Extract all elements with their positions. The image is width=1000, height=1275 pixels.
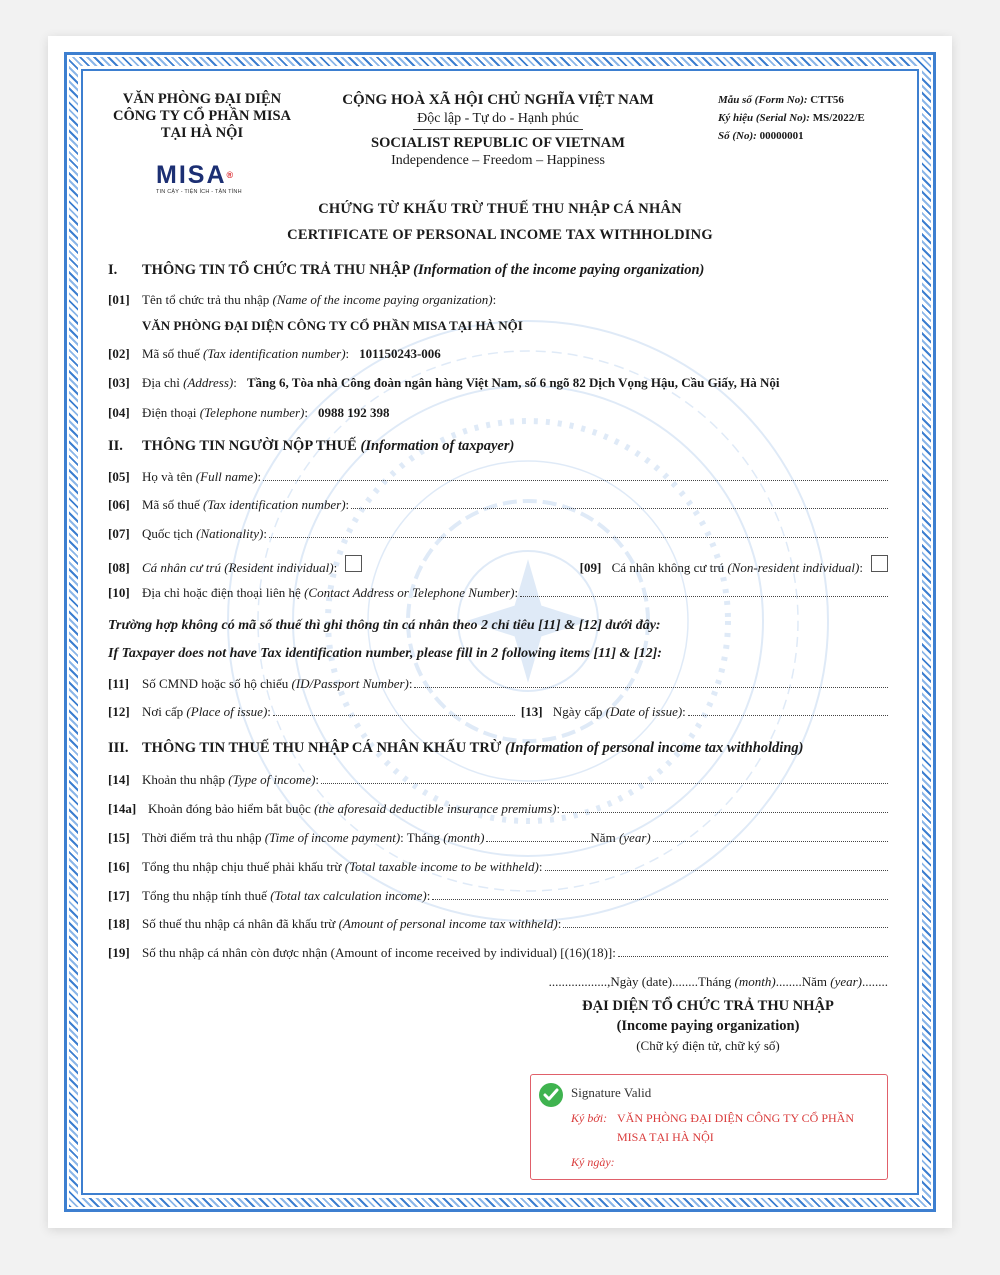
form-no: CTT56 bbox=[810, 94, 844, 106]
telephone-value: 0988 192 398 bbox=[317, 405, 390, 420]
title-vn: CHỨNG TỪ KHẤU TRỪ THUẾ THU NHẬP CÁ NHÂN bbox=[318, 201, 682, 217]
id-passport-field[interactable] bbox=[414, 675, 888, 688]
digital-signature-box[interactable] bbox=[530, 1074, 888, 1180]
field-07: [07] Quốc tịch (Nationality): bbox=[108, 525, 888, 543]
section2-heading bbox=[108, 438, 514, 455]
section3-title-en: (Information of personal income tax withholding) bbox=[504, 740, 804, 756]
title-en: CERTIFICATE OF PERSONAL INCOME TAX WITHHOLDING bbox=[287, 227, 713, 243]
place-of-issue-field[interactable] bbox=[273, 703, 515, 716]
section2-title: THÔNG TIN NGƯỜI NỘP THUẾ bbox=[142, 438, 357, 454]
field-code: [03] bbox=[108, 375, 130, 390]
field-label: Điện thoại (Telephone number): bbox=[142, 405, 308, 420]
signature-valid-text: Signature Valid bbox=[571, 1085, 652, 1100]
national-header bbox=[333, 91, 663, 170]
national-motto-en: Independence – Freedom – Happiness bbox=[391, 153, 605, 168]
org-name-value: VĂN PHÒNG ĐẠI DIỆN CÔNG TY CỔ PHẦN MISA TẠI HÀ NỘI bbox=[142, 318, 523, 333]
payment-year-field[interactable] bbox=[653, 829, 888, 842]
signature-block bbox=[568, 996, 848, 1056]
field-11: [11] Số CMND hoặc số hộ chiếu (ID/Passport Number): bbox=[108, 675, 888, 693]
section2-title-en: (Information of taxpayer) bbox=[360, 438, 515, 454]
field-08-09: [08] Cá nhân cư trú (Resident individual): [09] Cá nhân không cư trú (Non-resident individual): bbox=[108, 555, 888, 573]
note-en: If Taxpayer does not have Tax identification number, please fill in 2 following items [11] & [12]: bbox=[108, 646, 662, 661]
document-number: 00000001 bbox=[759, 130, 804, 142]
field-code: [01] bbox=[108, 292, 130, 307]
field-03 bbox=[108, 374, 888, 392]
full-name-field[interactable] bbox=[263, 468, 888, 481]
signature-date-line: ..................,Ngày (date)........Tháng (month)........Năm (year)........ bbox=[548, 974, 888, 989]
taxpayer-tax-id-field[interactable] bbox=[351, 496, 888, 509]
form-no-label: Mẫu số (Form No): bbox=[718, 94, 808, 106]
number-label: Số (No): bbox=[718, 130, 757, 142]
org-header-line2: CÔNG TY CỔ PHẦN MISA bbox=[112, 108, 292, 124]
signature-title-vn: ĐẠI DIỆN TỔ CHỨC TRẢ THU NHẬP bbox=[582, 998, 834, 1014]
logo-text: MISA bbox=[156, 161, 227, 189]
non-resident-checkbox[interactable] bbox=[871, 555, 888, 572]
signature-title-en: (Income paying organization) bbox=[616, 1018, 800, 1034]
serial-label: Ký hiệu (Serial No): bbox=[718, 112, 810, 124]
address-value: Tầng 6, Tòa nhà Công đoàn ngân hàng Việt Nam, số 6 ngõ 82 Dịch Vọng Hậu, Cầu Giấy, Hà Nội bbox=[246, 375, 780, 390]
section1-number: I. bbox=[108, 262, 118, 278]
national-motto-vn: Độc lập - Tự do - Hạnh phúc bbox=[413, 110, 583, 130]
serial-no: MS/2022/E bbox=[812, 112, 865, 124]
payment-month-field[interactable] bbox=[486, 829, 590, 842]
field-label: Tên tổ chức trả thu nhập (Name of the income paying organization): bbox=[142, 292, 497, 307]
field-02 bbox=[108, 345, 888, 363]
field-16: [16] Tổng thu nhập chịu thuế phải khấu trừ (Total taxable income to be withheld): bbox=[108, 858, 888, 876]
tax-withheld-field[interactable] bbox=[563, 915, 888, 928]
section2-number: II. bbox=[108, 438, 123, 454]
field-15: [15] Thời điểm trả thu nhập (Time of income payment): Tháng (month) Năm (year) bbox=[108, 829, 888, 847]
signed-date-label: Ký ngày: bbox=[571, 1155, 615, 1169]
total-taxable-income-field[interactable] bbox=[545, 858, 889, 871]
income-received-field[interactable] bbox=[618, 944, 888, 957]
signed-by-label: Ký bởi: bbox=[571, 1111, 608, 1125]
field-05: [05] Họ và tên (Full name): bbox=[108, 468, 888, 486]
signed-date-row bbox=[571, 1153, 617, 1172]
section3-title: THÔNG TIN THUẾ THU NHẬP CÁ NHÂN KHẤU TRỪ bbox=[142, 740, 502, 756]
field-04 bbox=[108, 404, 888, 422]
section3-number: III. bbox=[108, 740, 129, 756]
date-of-issue-field[interactable] bbox=[688, 703, 888, 716]
contact-field[interactable] bbox=[520, 584, 888, 597]
signature-note: (Chữ ký điện tử, chữ ký số) bbox=[636, 1038, 780, 1053]
field-code: [04] bbox=[108, 405, 130, 420]
field-17: [17] Tổng thu nhập tính thuế (Total tax calculation income): bbox=[108, 887, 888, 905]
check-circle-icon bbox=[539, 1083, 563, 1107]
insurance-premiums-field[interactable] bbox=[562, 800, 888, 813]
field-06: [06] Mã số thuế (Tax identification number): bbox=[108, 496, 888, 514]
field-12-13: [12] Nơi cấp (Place of issue): [13] Ngày cấp (Date of issue): bbox=[108, 703, 888, 721]
field-01 bbox=[108, 291, 888, 309]
document-page bbox=[48, 36, 952, 1228]
signed-by-value: VĂN PHÒNG ĐẠI DIỆN CÔNG TY CỔ PHẦN MISA TẠI HÀ NỘI bbox=[617, 1111, 854, 1144]
tax-calculation-income-field[interactable] bbox=[432, 887, 888, 900]
field-14: [14] Khoản thu nhập (Type of income): bbox=[108, 771, 888, 789]
section1-heading bbox=[108, 262, 704, 279]
field-01-value-row bbox=[108, 317, 888, 335]
field-19: [19] Số thu nhập cá nhân còn được nhận (Amount of income received by individual) [(16)(18)]: bbox=[108, 944, 888, 962]
resident-checkbox[interactable] bbox=[345, 555, 362, 572]
field-code: [02] bbox=[108, 346, 130, 361]
org-header-line1: VĂN PHÒNG ĐẠI DIỆN bbox=[122, 91, 282, 107]
field-18: [18] Số thuế thu nhập cá nhân đã khấu trừ (Amount of personal income tax withheld): bbox=[108, 915, 888, 933]
misa-logo: MISA® TIN CẬY - TIỆN ÍCH - TẬN TÌNH bbox=[156, 161, 242, 195]
field-label: Mã số thuế (Tax identification number): bbox=[142, 346, 350, 361]
type-of-income-field[interactable] bbox=[321, 771, 888, 784]
nationality-field[interactable] bbox=[269, 525, 888, 538]
logo-tagline: TIN CẬY - TIỆN ÍCH - TẬN TÌNH bbox=[156, 189, 242, 195]
field-14a: [14a] Khoản đóng bảo hiểm bắt buộc (the aforesaid deductible insurance premiums): bbox=[108, 800, 888, 818]
signed-by-row bbox=[571, 1109, 877, 1147]
section1-title-en: (Information of the income paying organization) bbox=[413, 262, 705, 278]
org-header-line3: TẠI HÀ NỘI bbox=[160, 125, 244, 141]
form-meta bbox=[718, 91, 918, 145]
document-title bbox=[98, 196, 902, 248]
national-title-en: SOCIALIST REPUBLIC OF VIETNAM bbox=[371, 135, 625, 151]
section1-title: THÔNG TIN TỔ CHỨC TRẢ THU NHẬP bbox=[142, 262, 410, 278]
organization-header bbox=[98, 91, 306, 142]
note-vn: Trường hợp không có mã số thuế thì ghi thông tin cá nhân theo 2 chỉ tiêu [11] & [12] dưới đây: bbox=[108, 618, 661, 633]
section3-heading bbox=[108, 740, 803, 757]
national-title-vn: CỘNG HOÀ XÃ HỘI CHỦ NGHĨA VIỆT NAM bbox=[342, 92, 654, 108]
field-label: Địa chỉ (Address): bbox=[142, 375, 237, 390]
field-10: [10] Địa chỉ hoặc điện thoại liên hệ (Contact Address or Telephone Number): bbox=[108, 584, 888, 602]
tax-id-value: 101150243-006 bbox=[359, 346, 441, 361]
